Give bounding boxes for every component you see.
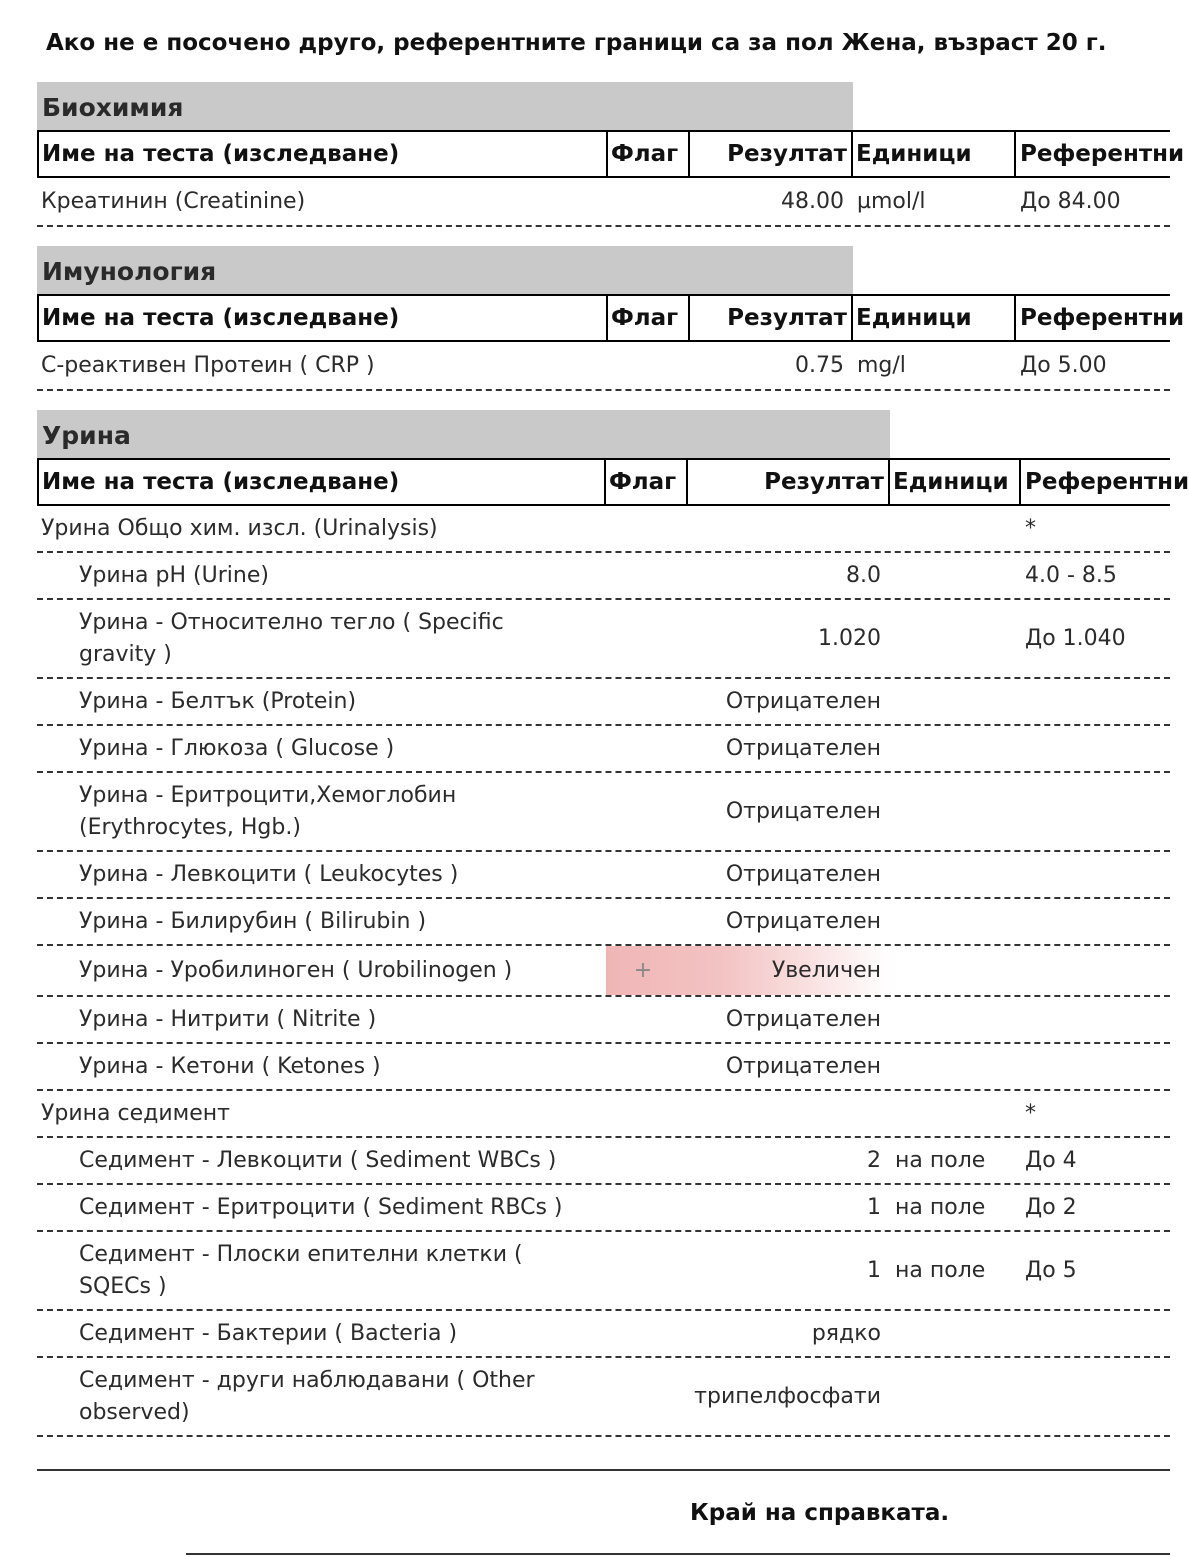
test-reference: 4.0 - 8.5 (1025, 563, 1117, 588)
signature-box-edge (186, 1553, 1170, 1555)
test-reference: * (1025, 1101, 1036, 1126)
test-result: рядко (811, 1321, 881, 1346)
test-name: Урина - Левкоцити ( Leukocytes ) (79, 861, 459, 887)
test-name: Урина - Уробилиноген ( Urobilinogen ) (79, 957, 513, 983)
test-result: 2 (867, 1148, 881, 1173)
col-name-header: Име на теста (изследване) (37, 458, 606, 506)
test-result: 1.020 (818, 626, 881, 651)
test-name: Креатинин (Creatinine) (41, 188, 306, 214)
report-divider (37, 1469, 1170, 1471)
section-title: Биохимия (37, 82, 853, 130)
test-reference: До 5 (1025, 1258, 1077, 1283)
test-result: 1 (867, 1195, 881, 1220)
test-result: 8.0 (846, 563, 881, 588)
section-immunology (37, 246, 1185, 391)
table-row (37, 1232, 1170, 1311)
col-name-header: Име на теста (изследване) (37, 294, 608, 342)
table-row-group (37, 506, 1170, 553)
col-result-header: Резултат (690, 130, 853, 178)
table-row (37, 1358, 1170, 1437)
table-row (37, 1311, 1170, 1358)
table-row (37, 600, 1170, 679)
col-reference-header: Референтни (1016, 294, 1170, 342)
test-name: C-реактивен Протеин ( CRP ) (41, 352, 375, 378)
table-row (37, 679, 1170, 726)
test-name: Седимент - Бактерии ( Bacteria ) (79, 1320, 458, 1346)
end-of-report: Край на справката. (690, 1500, 950, 1526)
test-name: Урина - Белтък (Protein) (79, 688, 357, 714)
table-row (37, 178, 1170, 227)
test-result: Отрицателен (725, 862, 881, 887)
col-reference-header: Референтни (1021, 458, 1170, 506)
table-row (37, 997, 1170, 1044)
col-result-header: Резултат (688, 458, 890, 506)
table-row (37, 773, 1170, 852)
table-row (37, 726, 1170, 773)
table-row (37, 1138, 1170, 1185)
table-row (37, 1185, 1170, 1232)
table-header (37, 130, 1185, 178)
section-title: Имунология (37, 246, 853, 294)
col-flag-header: Флаг (606, 458, 688, 506)
test-reference: * (1025, 516, 1036, 541)
section-biochemistry (37, 82, 1185, 227)
test-name: Седимент - Плоски епителни клетки ( SQECs ) (79, 1241, 523, 1299)
test-result: трипелфосфати (694, 1384, 881, 1409)
test-name: Урина - Глюкоза ( Glucose ) (79, 735, 395, 761)
col-units-header: Единици (853, 294, 1016, 342)
table-row-flagged (37, 946, 1170, 997)
table-header (37, 294, 1185, 342)
section-title: Урина (37, 410, 890, 458)
test-reference: До 2 (1025, 1195, 1077, 1220)
col-flag-header: Флаг (608, 294, 690, 342)
reference-note: Ако не е посочено друго, референтните граници са за пол Жена, възраст 20 г. (46, 30, 1107, 56)
table-row (37, 899, 1170, 946)
test-name: Седимент - Еритроцити ( Sediment RBCs ) (79, 1194, 563, 1220)
test-name: Седимент - Левкоцити ( Sediment WBCs ) (79, 1147, 557, 1173)
test-name: Урина - Нитрити ( Nitrite ) (79, 1006, 377, 1032)
col-name-header: Име на теста (изследване) (37, 130, 608, 178)
table-row (37, 553, 1170, 600)
test-name: Урина - Кетони ( Ketones ) (79, 1053, 381, 1079)
col-reference-header: Референтни (1016, 130, 1170, 178)
test-result: Отрицателен (725, 736, 881, 761)
test-result: Увеличен (771, 958, 881, 983)
test-result: Отрицателен (725, 689, 881, 714)
table-row (37, 342, 1170, 391)
table-row-group (37, 1091, 1170, 1138)
test-units: на поле (895, 1148, 986, 1173)
test-result: Отрицателен (725, 799, 881, 824)
col-units-header: Единици (853, 130, 1016, 178)
test-result: Отрицателен (725, 1054, 881, 1079)
table-row (37, 852, 1170, 899)
test-result: Отрицателен (725, 1007, 881, 1032)
test-units: на поле (895, 1258, 986, 1283)
test-units: на поле (895, 1195, 986, 1220)
table-row (37, 1044, 1170, 1091)
test-result: 0.75 (795, 353, 844, 378)
test-flag: + (633, 958, 653, 983)
test-name: Урина Общо хим. изсл. (Urinalysis) (41, 515, 438, 541)
section-urine (37, 410, 1189, 1437)
test-name: Урина седимент (41, 1100, 230, 1126)
test-reference: До 4 (1025, 1148, 1077, 1173)
test-reference: До 84.00 (1020, 189, 1121, 214)
col-flag-header: Флаг (608, 130, 690, 178)
test-name: Седимент - други наблюдавани ( Other observed) (79, 1367, 535, 1425)
test-result: Отрицателен (725, 909, 881, 934)
test-name: Урина - Еритроцити,Хемоглобин (Erythrocytes, Hgb.) (79, 782, 457, 840)
test-result: 1 (867, 1258, 881, 1283)
col-result-header: Резултат (690, 294, 853, 342)
col-units-header: Единици (890, 458, 1021, 506)
test-units: µmol/l (857, 189, 926, 214)
test-units: mg/l (857, 353, 906, 378)
test-reference: До 1.040 (1025, 626, 1126, 651)
test-name: Урина - Билирубин ( Bilirubin ) (79, 908, 427, 934)
test-name: Урина - Относително тегло ( Specific gravity ) (79, 609, 504, 667)
table-header (37, 458, 1189, 506)
test-reference: До 5.00 (1020, 353, 1107, 378)
test-result: 48.00 (781, 189, 844, 214)
test-name: Урина pH (Urine) (79, 562, 269, 588)
